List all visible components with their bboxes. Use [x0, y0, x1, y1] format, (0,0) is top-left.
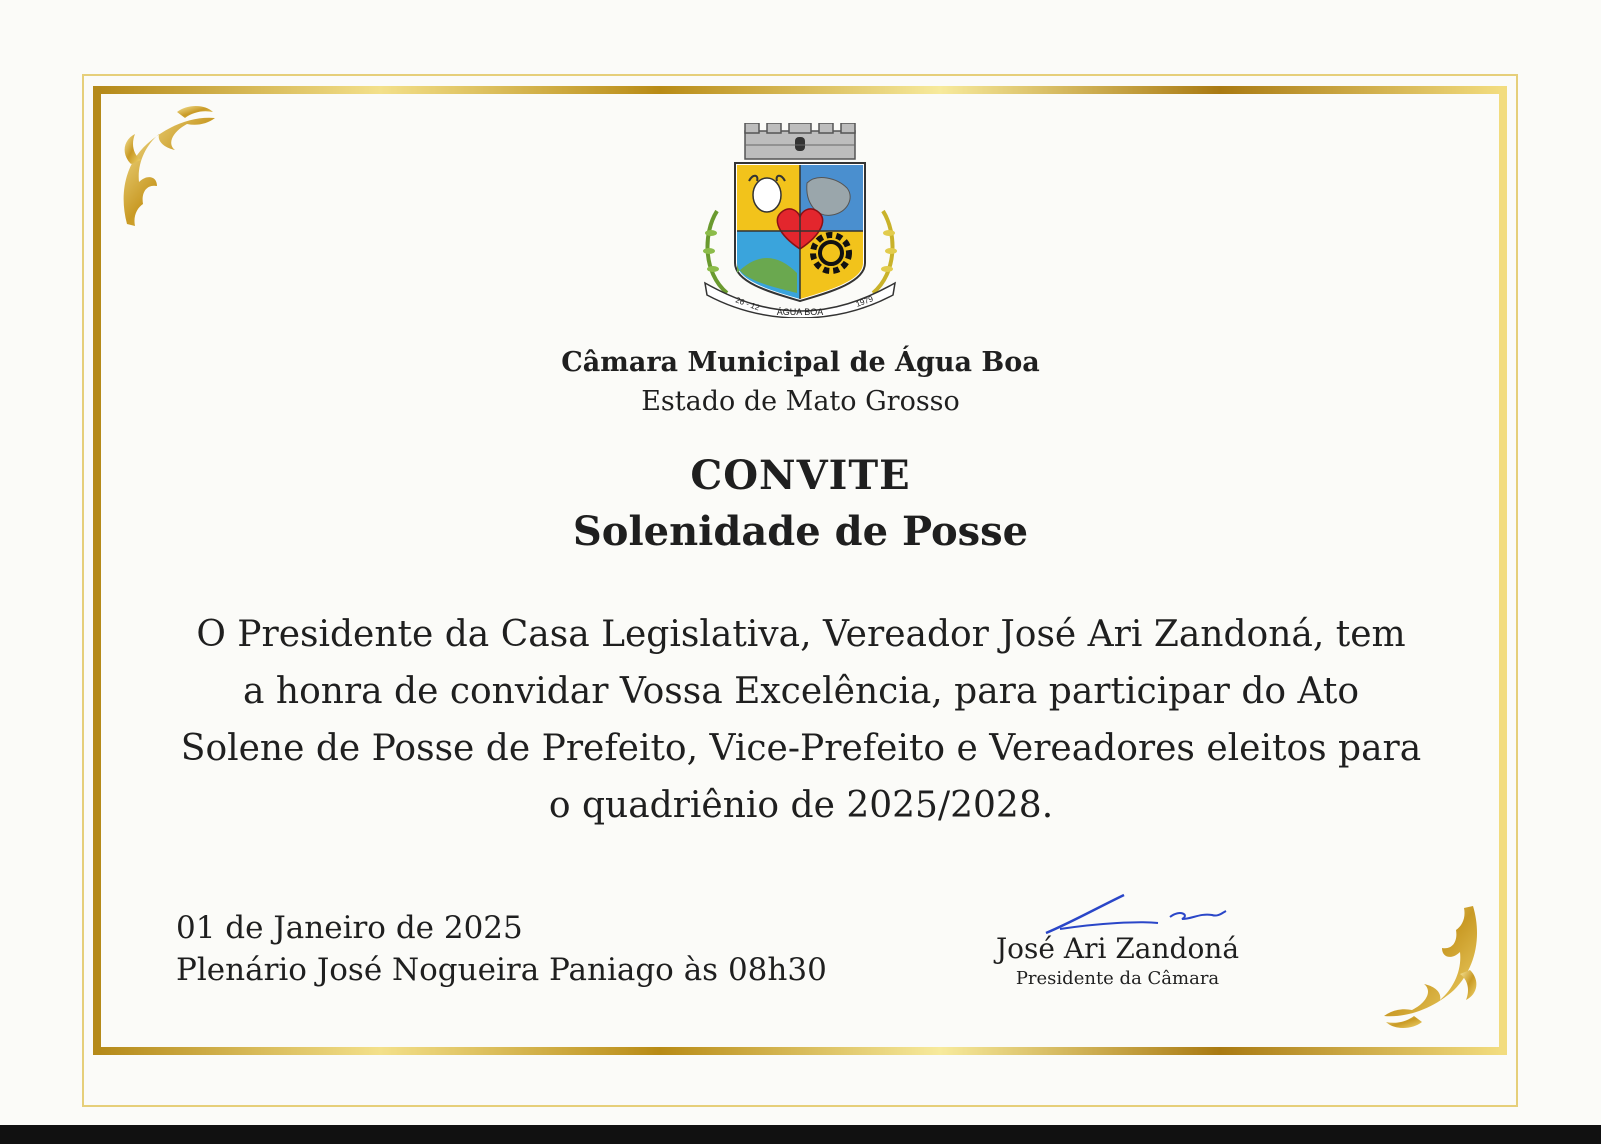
signatory-role: Presidente da Câmara — [1015, 968, 1220, 989]
event-date: 01 de Janeiro de 2025 — [176, 910, 523, 946]
event-venue: Plenário José Nogueira Paniago às 08h30 — [176, 952, 827, 988]
municipal-coat-of-arms-icon — [697, 123, 903, 318]
crest-ribbon-center-text: ÁGUA BOA — [776, 307, 824, 317]
invitation-body: O Presidente da Casa Legislativa, Vereador José Ari Zandoná, tem a honra de convidar Vossa Excelência, para participar do Ato Solene de Posse de Prefeito, Vice-Prefeito e Vereadores eleitos para o quadriênio de 2025/2028. — [180, 614, 1422, 826]
invitation-title: CONVITE — [690, 452, 911, 499]
crest-ribbon-left-text: 26 - 12 — [734, 295, 761, 313]
crest-ribbon-right-text: 1979 — [854, 294, 875, 309]
bottom-dark-strip — [0, 1125, 1601, 1144]
signatory-name: José Ari Zandoná — [995, 932, 1240, 965]
organization-state: Estado de Mato Grosso — [641, 386, 960, 417]
corner-ornament-icon — [117, 104, 222, 229]
organization-name: Câmara Municipal de Água Boa — [561, 347, 1040, 378]
corner-ornament-icon — [1378, 902, 1488, 1030]
invitation-subtitle: Solenidade de Posse — [572, 508, 1029, 555]
